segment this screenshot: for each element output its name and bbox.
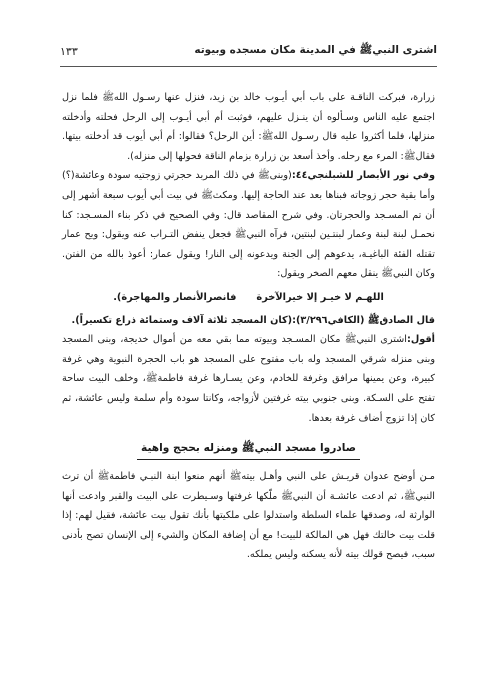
author-note-label: أقول: <box>406 334 435 346</box>
page-header <box>60 44 437 59</box>
paragraph-4 <box>62 330 435 428</box>
poem-verse <box>62 288 435 308</box>
paragraph-4-text: اشترى النبيﷺ مكان المسـجد وبيوته مما بقي معه من أموال خديجة، وبنى المسجد وبنى منزله شرقي المسجد وله باب مفتوح على المسجد هو باب الحجرة النبوية وهي غرفة كبيرة، وعن يمينها مرافق وغرفة للخادم، وعن يسـارها غرفة فاطمةﷺ، وخلف البيت ساحة تفتح على السـكة. وبنى جنوبي بيته غرفتين لأزواجه، وكانتا سودة وأم سلمة وليس عائشة، ثم كان إذا تزوج أضاف غرفة بعدها. <box>62 334 435 424</box>
paragraph-2 <box>62 166 435 284</box>
poem-hemistich-right: اللهـم لا خيـر إلا خيرالآخرة <box>256 291 384 303</box>
page-body <box>62 88 435 565</box>
paragraph-5: مـن أوضح عدوان قريـش على النبي وأهـل بيتهﷺ أنهم منعوا ابنة النبـي فاطمةﷺ أن ترث النبيﷺ، ثم ادعت عائشـة أن النبيﷺ ملّكها غرفتها وسـيطرت على البيت والقبر وادعت أنها الوارثة له، وصدقها علماء السلطة واستدلوا على ملكيتها بأنك تقول بيت عائشة، فقيل لهم: إذا قلت بيت خالتك فهل هي المالكة للبيت! مع أن إضافة المكان والشيء إلى الإنسان تصح بأدنى سبب، فيصح قولك بيته لأنه يسكنه وليس يملكه. <box>62 471 435 561</box>
paragraph-2-text: (وبنىﷺ في ذلك المربد حجرتي زوجتيه سودة وعائشة(؟) وأما بقية حجر زوجاته فبناها بعد عند الحاجة إليها. ومكثﷺ في بيت أبي أيوب سبعة أشهر إلى أن تم المسـجد والحجرتان. وفي شرح المقاصد قال: وفي الصحيح في ذكر بناء المسـجد: كنا نحمـل لبنة لبنة وعمار لبنتـين لبنتين، فرآه النبيﷺ فجعل ينفض التـراب عنه ويقول: ويح عمار تقتله الفئة الباغيـة، يدعوهم إلى الجنة ويدعونه إلى النار! ويقول عمار: أعوذ بالله من الفتن. وكان النبيﷺ ينقل معهم الصخر ويقول: <box>62 170 435 280</box>
page-number: ١٣٣ <box>60 45 78 58</box>
source-citation-shablanji: وفي نور الأبصار للشبلنجي٤٤: <box>291 170 435 182</box>
poem-hemistich-left: فانصرالأنصار والمهاجرة). <box>113 291 237 303</box>
paragraph-1: زرارة، فبركت الناقـة على باب أبي أيـوب خالد بن زيد، فنزل عنها رسـول اللهﷺ فلما نزل اجتمع عليه الناس وسـألوه أن ينـزل عليهم، فوثبت أم أبي أيـوب إلى الرحل فحلته وأدخلته منزلها، فلما أكثروا عليه قال رسـول اللهﷺ: أين الرحل؟ فقالوا: أم أبي أيوب قد أدخلته بيتها. فقالﷺ: المرء مع رحله. وأخذ أسعد بن زرارة بزمام الناقة فحولها إلى منزله). <box>62 92 435 162</box>
section-heading: صادروا مسجد النبيﷺ ومنزله بحجج واهية <box>137 440 360 460</box>
running-title: اشترى النبيﷺ في المدينة مكان مسجده وبيوته <box>194 44 437 56</box>
section-heading-wrap <box>62 439 435 460</box>
paragraph-3: قال الصادقﷺ (الكافي٣/٢٩٦):(كان المسجد ثلاثة آلاف وستمائة ذراع تكسيراً). <box>71 314 435 326</box>
header-rule <box>60 66 437 67</box>
